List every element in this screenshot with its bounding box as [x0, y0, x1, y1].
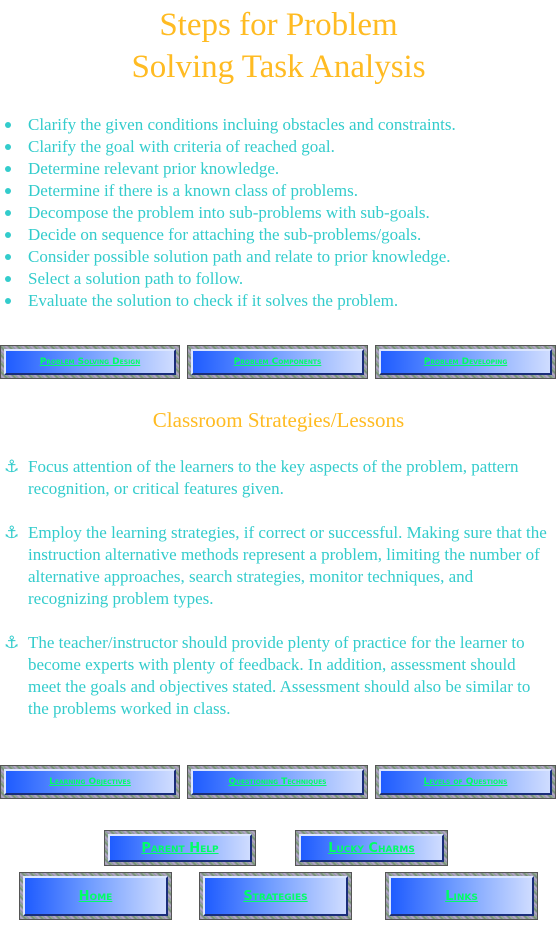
anchor-icon: ⚓ [4, 633, 20, 653]
bullet-icon [5, 122, 11, 128]
links-button[interactable] [385, 872, 538, 920]
anchor-icon: ⚓ [4, 457, 20, 477]
problem-solving-design-link[interactable]: Problem Solving Design [4, 349, 176, 375]
links-link[interactable]: Links [389, 876, 534, 916]
problem-components-link[interactable]: Problem Components [191, 349, 364, 375]
list-item: Clarify the goal with criteria of reached goal. [0, 136, 456, 158]
levels-of-questions-link[interactable]: Levels of Questions [379, 769, 552, 795]
lucky-charms-button[interactable] [295, 830, 448, 866]
learning-objectives-link[interactable]: Learning Objectives [4, 769, 176, 795]
bullet-icon [5, 232, 11, 238]
bullet-icon [5, 276, 11, 282]
home-button[interactable] [19, 872, 172, 920]
page-title-line-2: Solving Task Analysis [131, 49, 426, 85]
steps-list [0, 114, 456, 312]
bullet-icon [5, 166, 11, 172]
bullet-icon [5, 298, 11, 304]
strategy-item: ⚓ Employ the learning strategies, if correct or successful. Making sure that the instruction alternative methods represent a problem, limiting the number of alternative approaches, search strategies, monitor techniques, and recognizing problem types. [4, 523, 547, 608]
list-item: Decompose the problem into sub-problems with sub-goals. [0, 202, 456, 224]
anchor-icon: ⚓ [4, 523, 20, 543]
strategies-button[interactable] [199, 872, 352, 920]
strategy-item: ⚓ Focus attention of the learners to the key aspects of the problem, pattern recognition, or critical features given. [4, 457, 519, 498]
problem-components-button[interactable] [187, 345, 368, 379]
problem-developing-link[interactable]: Problem Developing [379, 349, 552, 375]
section-heading: Classroom Strategies/Lessons [152, 408, 405, 432]
learning-objectives-button[interactable] [0, 765, 180, 799]
list-item: Evaluate the solution to check if it solves the problem. [0, 290, 456, 312]
problem-solving-design-button[interactable] [0, 345, 180, 379]
list-item: Clarify the given conditions incluing obstacles and constraints. [0, 114, 456, 136]
list-item: Decide on sequence for attaching the sub-problems/goals. [0, 224, 456, 246]
list-item: Determine relevant prior knowledge. [0, 158, 456, 180]
strategies-link[interactable]: Strategies [203, 876, 348, 916]
bullet-icon [5, 254, 11, 260]
bullet-icon [5, 210, 11, 216]
list-item: Consider possible solution path and relate to prior knowledge. [0, 246, 456, 268]
strategy-item: ⚓ The teacher/instructor should provide plenty of practice for the learner to become experts with plenty of feedback. In addition, assessment should meet the goals and objectives stated. Assessment should also be similar to the problems worked in class. [4, 633, 531, 718]
home-link[interactable]: Home [23, 876, 168, 916]
levels-of-questions-button[interactable] [375, 765, 556, 799]
problem-developing-button[interactable] [375, 345, 556, 379]
list-item: Select a solution path to follow. [0, 268, 456, 290]
page-title-line-1: Steps for Problem [159, 7, 398, 43]
questioning-techniques-button[interactable] [187, 765, 368, 799]
page-title [0, 4, 557, 88]
bullet-icon [5, 188, 11, 194]
lucky-charms-link[interactable]: Lucky Charms [299, 834, 444, 862]
parent-help-button[interactable] [104, 830, 256, 866]
parent-help-link[interactable]: Parent Help [108, 834, 252, 862]
bullet-icon [5, 144, 11, 150]
questioning-techniques-link[interactable]: Questioning Techniques [191, 769, 364, 795]
list-item: Determine if there is a known class of problems. [0, 180, 456, 202]
